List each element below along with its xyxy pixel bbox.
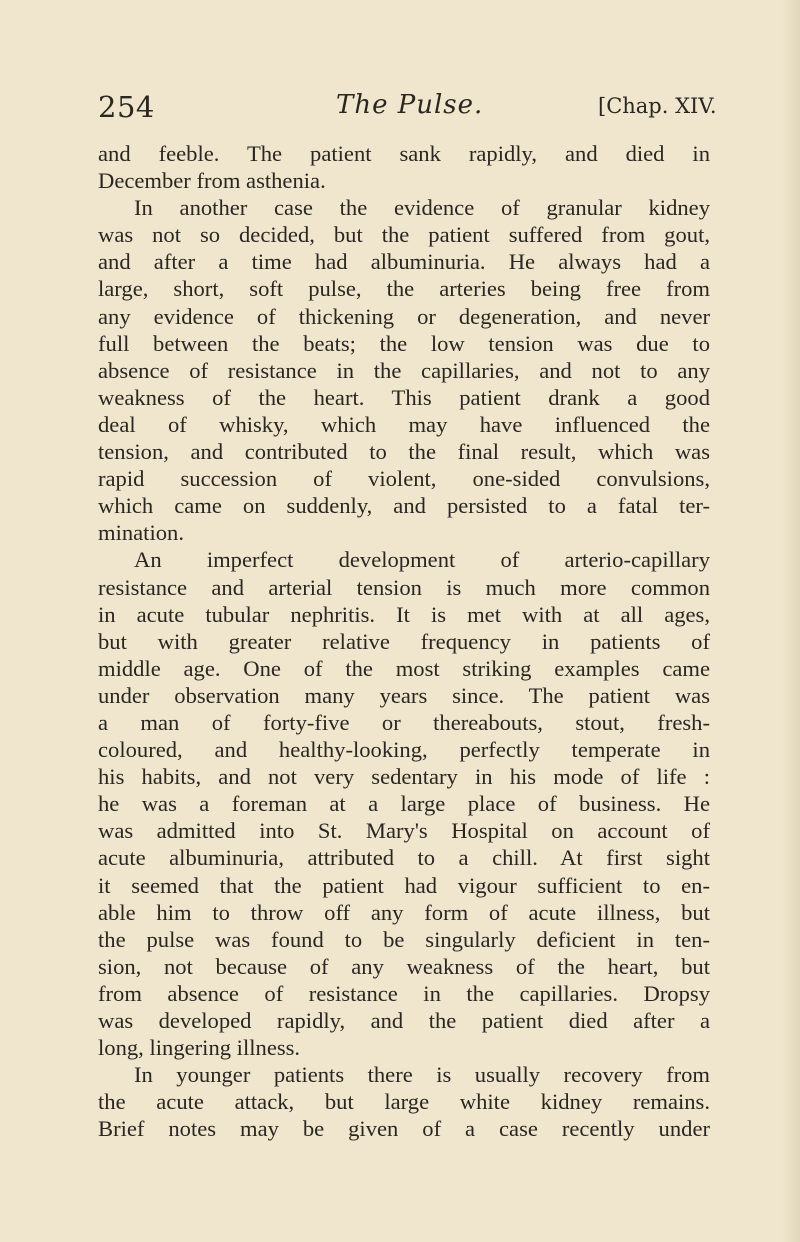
text-line: but with greater relative frequency in patients of bbox=[98, 628, 710, 654]
page-header bbox=[98, 88, 717, 128]
text-line: able him to throw off any form of acute illness, but bbox=[98, 899, 710, 925]
text-line: December from asthenia. bbox=[98, 168, 326, 194]
text-line: it seemed that the patient had vigour sufficient to en- bbox=[98, 872, 710, 898]
text-line: his habits, and not very sedentary in his mode of life : bbox=[98, 764, 710, 790]
text-line: In another case the evidence of granular kidney bbox=[134, 195, 710, 221]
text-line: and after a time had albuminuria. He always had a bbox=[98, 249, 710, 275]
text-line: any evidence of thickening or degeneration, and never bbox=[98, 303, 710, 329]
text-line: middle age. One of the most striking examples came bbox=[98, 655, 710, 681]
text-line: from absence of resistance in the capillaries. Dropsy bbox=[98, 980, 710, 1006]
text-line: was admitted into St. Mary's Hospital on account of bbox=[98, 818, 710, 844]
text-line: he was a foreman at a large place of business. He bbox=[98, 791, 710, 817]
text-line: mination. bbox=[98, 520, 184, 546]
text-line: resistance and arterial tension is much more common bbox=[98, 574, 710, 600]
text-line: acute albuminuria, attributed to a chill. At first sight bbox=[98, 845, 710, 871]
text-line: was not so decided, but the patient suffered from gout, bbox=[98, 222, 710, 248]
text-line: rapid succession of violent, one-sided convulsions, bbox=[98, 466, 710, 492]
text-line: An imperfect development of arterio-capillary bbox=[134, 547, 710, 573]
text-line: sion, not because of any weakness of the heart, but bbox=[98, 953, 710, 979]
text-line: and feeble. The patient sank rapidly, and died in bbox=[98, 141, 710, 166]
text-line: was developed rapidly, and the patient died after a bbox=[98, 1008, 710, 1033]
text-line: a man of forty-five or thereabouts, stout, fresh- bbox=[98, 709, 710, 735]
text-line: Brief notes may be given of a case recently under bbox=[98, 1116, 710, 1142]
body-text bbox=[98, 140, 710, 1142]
text-line: long, lingering illness. bbox=[98, 1035, 301, 1061]
text-line: large, short, soft pulse, the arteries being free from bbox=[98, 276, 710, 302]
text-line: deal of whisky, which may have influenced the bbox=[98, 411, 710, 437]
chapter-label: [Chap. XIV. bbox=[598, 94, 717, 118]
text-line: which came on suddenly, and persisted to a fatal ter- bbox=[98, 493, 710, 519]
text-line: weakness of the heart. This patient drank a good bbox=[98, 384, 710, 410]
text-line: in acute tubular nephritis. It is met with at all ages, bbox=[98, 601, 710, 627]
text-line: tension, and contributed to the final result, which was bbox=[98, 439, 710, 465]
running-title: The Pulse. bbox=[336, 90, 484, 120]
text-line: absence of resistance in the capillaries, and not to any bbox=[98, 357, 710, 383]
text-line: coloured, and healthy-looking, perfectly temperate in bbox=[98, 737, 710, 763]
text-line: In younger patients there is usually recovery from bbox=[134, 1062, 710, 1088]
text-line: full between the beats; the low tension was due to bbox=[98, 330, 710, 356]
page-number: 254 bbox=[98, 90, 155, 124]
text-line: the acute attack, but large white kidney remains. bbox=[98, 1089, 710, 1115]
text-line: the pulse was found to be singularly deficient in ten- bbox=[98, 926, 710, 952]
text-line: under observation many years since. The patient was bbox=[98, 682, 710, 708]
